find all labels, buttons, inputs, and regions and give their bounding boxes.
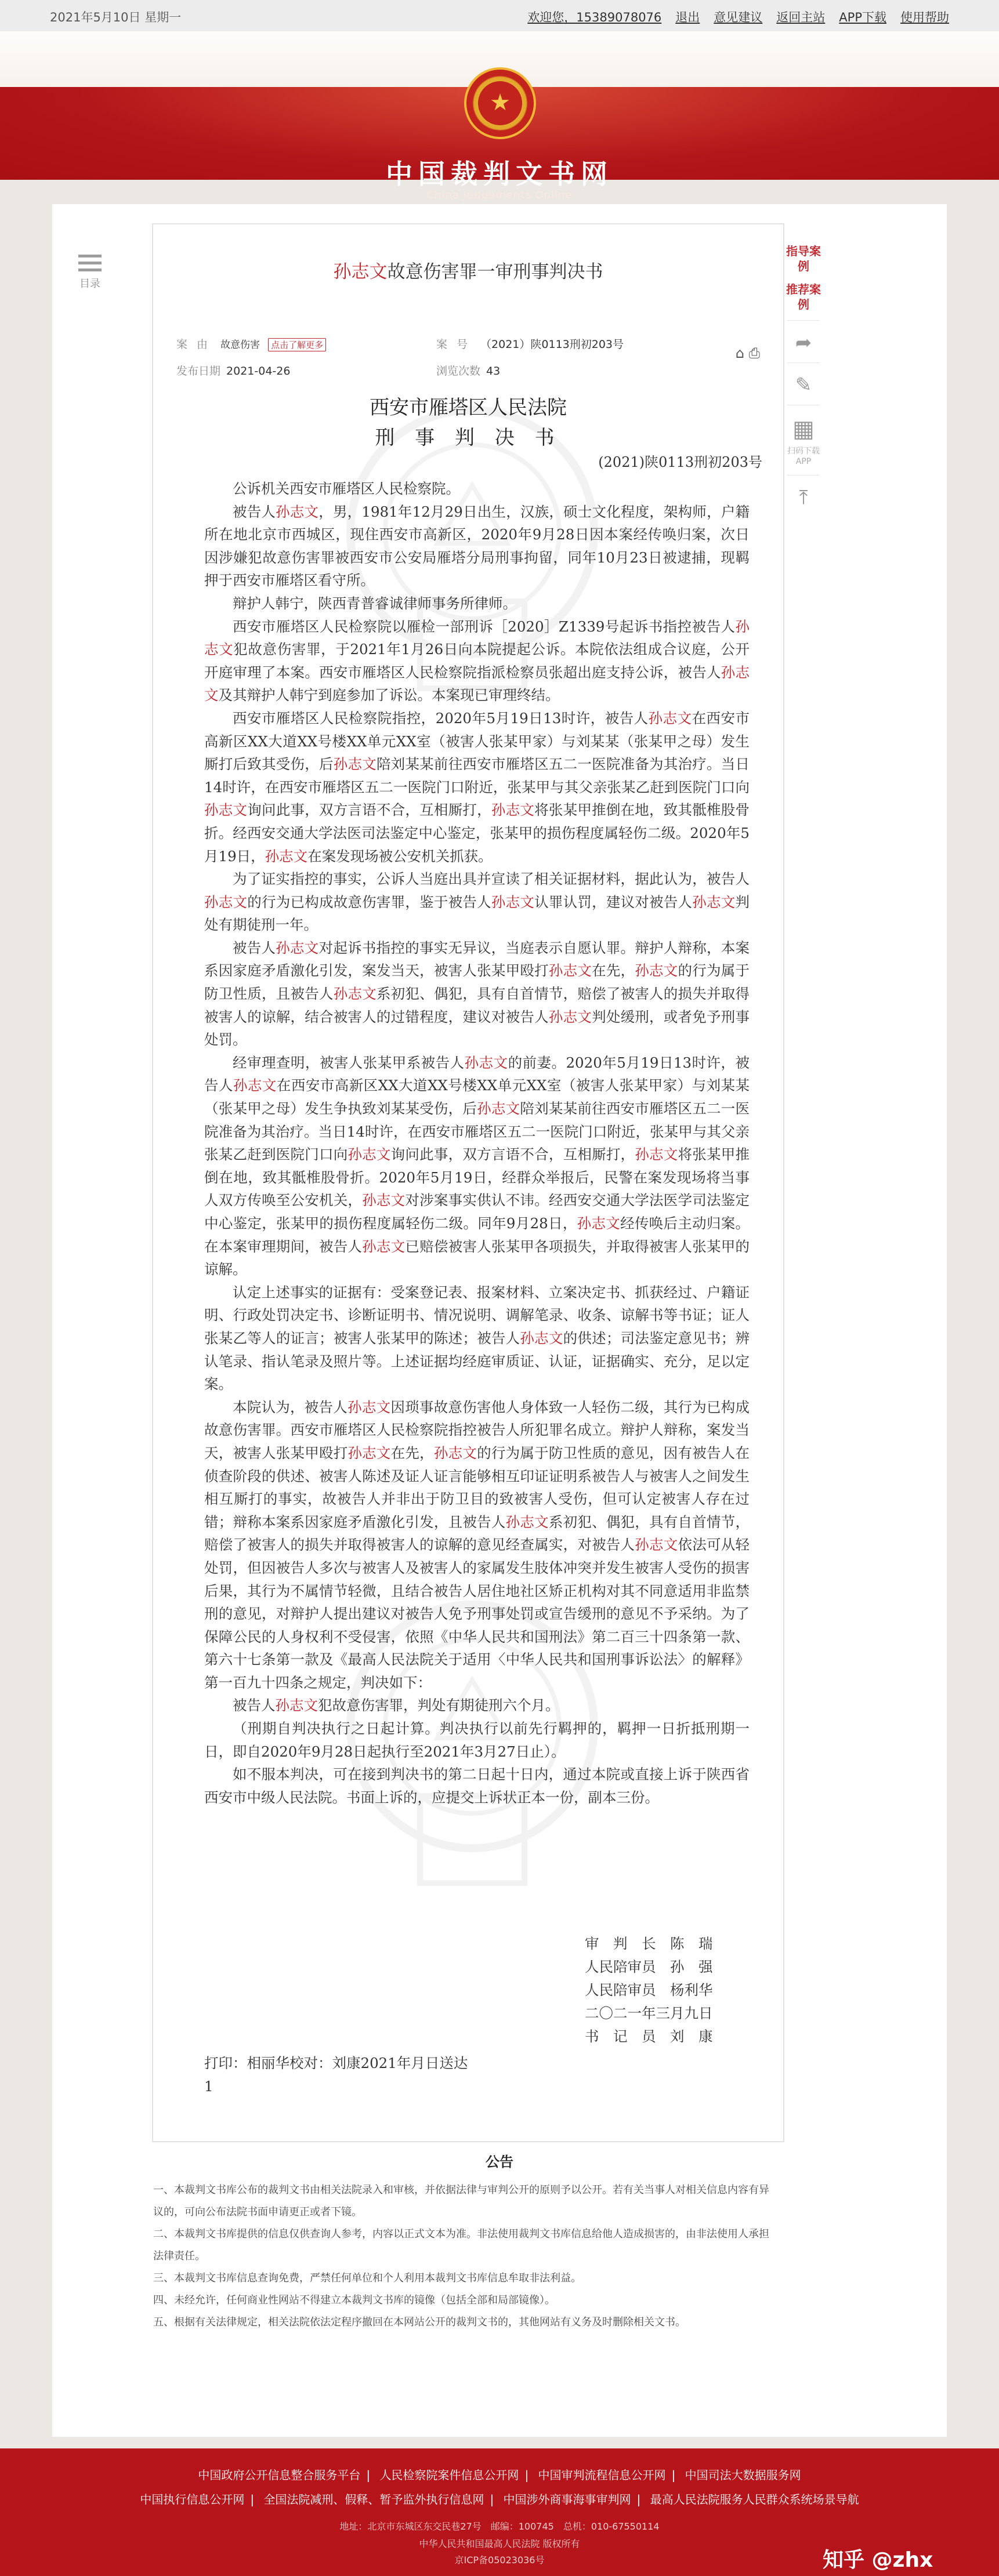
home-link[interactable]: 返回主站 [776,10,826,24]
judgment-body [204,477,750,1809]
paragraph-text: 将张某甲推倒在地，致其骶椎股骨折。2020年5月19日，经群众举报后，民警在案发现场将当事人双方传唤至公安机关， [204,1146,750,1209]
paragraph-text: 在西安市高新区XX大道XX号楼XX单元XX室（被害人张某甲家）与刘某某（张某甲之母）发生厮打后致其受伤，后 [204,709,750,773]
view-count-value: 43 [486,365,501,378]
paragraph-text: 本院认为，被告人 [233,1398,348,1416]
notice-item: 三、本裁判文书库信息查询免费，严禁任何单位和个人利用本裁判文书库信息牟取非法利益。 [153,2272,581,2284]
guiding-cases-link[interactable]: 指导案例 [786,244,821,273]
paragraph-text: 询问此事，双方言语不合，互相厮打， [247,801,491,819]
top-bar [0,0,999,32]
footer-link[interactable]: 人民检察院案件信息公开网 [379,2468,519,2482]
print-note: 打印：相丽华校对：刘康2021年月日送达 [204,2055,468,2071]
judgment-paragraph [204,1396,750,1695]
defendant-name-highlight: 孙志文 [362,1192,406,1209]
paragraph-text: 依法可从轻处罚，但因被告人多次与被害人及被害人的家属发生肢体冲突并发生被害人受伤的损害后果，其行为不属情节轻微，且结合被告人居住地社区矫正机构对其不同意适用非监禁刑的意见，对辩护人提出建议对被告人免予刑事处罚或宣告缓刑的意见不予采纳。为了保障公民的人身权利不受侵害，依照《中华人民共和国刑法》第二百三十四条第一款、第六十七条第一款及《最高人民法院关于适用〈中华人民共和国刑事诉讼法〉的解释》第一百九十四条之规定，判决如下： [204,1536,750,1691]
notice-item: 四、未经允许，任何商业性网站不得建立本裁判文书库的镜像（包括全部和局部镜像）。 [153,2294,555,2306]
notice-item: 一、本裁判文书库公布的裁判文书由相关法院录入和审核，并依据法律与审判公开的原则予以公开。若有关当事人对相关信息内容有异议的，可向公布法院书面申请更正或者下镜。 [153,2184,769,2218]
footer-icp: 京ICP备05023036号 [454,2555,545,2566]
notice-title: 公告 [486,2154,513,2170]
paragraph-text: 西安市雁塔区人民检察院指控，2020年5月19日13时许，被告人 [233,709,649,727]
paragraph-text: 判处缓刑，或者免予刑事处罚。 [204,1008,750,1048]
case-number-heading: (2021)陕0113刑初203号 [598,454,762,470]
defendant-name-highlight: 孙志文 [433,1444,477,1461]
site-header [0,31,999,201]
footer-link[interactable]: 中国执行信息公开网 [140,2492,245,2506]
paragraph-text: 犯故意伤害罪，判处有期徒刑六个月。 [318,1697,560,1714]
paragraph-text: ，男，1981年12月29日出生，汉族，硕士文化程度，架构师，户籍所在地北京市西城区，现住西安市高新区，2020年9月28日因本案经传唤归案，次日因涉嫌犯故意伤害罪被西安市公安局雁塔分局刑事拘留，同年10月23日被逮捕，现羁押于西安市雁塔区看守所。 [204,503,750,589]
recommended-cases-link[interactable]: 推荐案例 [786,282,821,311]
paragraph-text: 的前妻。2020年5月19日13时许，被告人 [204,1054,750,1094]
notice-item: 二、本裁判文书库提供的信息仅供查询人参考，内容以正式文本为准。非法使用裁判文书库信息给他人造成损害的，由非法使用人承担法律责任。 [153,2228,769,2262]
case-cause-value: 故意伤害 [220,339,260,351]
defendant-name-highlight: 孙志文 [204,663,750,704]
defendant-name-highlight: 孙志文 [520,1329,563,1347]
paragraph-text: 的行为属于防卫性质，且被告人 [204,962,750,1003]
judgment-paragraph [204,1051,750,1281]
paragraph-text: 的供述；司法鉴定意见书；辨认笔录、指认笔录及照片等。上述证据均经庭审质证、认证，证据确实、充分，足以定案。 [204,1329,750,1393]
paragraph-text: 被告人 [233,1697,276,1714]
footer-link[interactable]: 中国审判流程信息公开网 [538,2468,666,2482]
learn-more-tag[interactable]: 点击了解更多 [268,338,326,351]
footer-copyright: 中华人民共和国最高人民法院 版权所有 [419,2538,580,2549]
defendant-name-highlight: 孙志文 [233,1077,277,1094]
paragraph-text: （刑期自判决执行之日起计算。判决执行以前先行羁押的，羁押一日折抵刑期一日，即自2020年9月28日起执行至2021年3月27日止）。 [204,1720,750,1760]
help-link[interactable]: 使用帮助 [900,10,949,24]
feedback-link[interactable]: 意见建议 [714,10,763,24]
judgment-paragraph [204,500,750,592]
paragraph-text: 及其辩护人韩宁到庭参加了诉讼。本案现已审理终结。 [218,687,560,704]
table-of-contents-button[interactable] [70,251,110,291]
welcome-user-link[interactable]: 欢迎您，15389078076 [527,10,662,24]
defendant-name-highlight: 孙志文 [265,847,308,865]
footer-link[interactable]: 中国涉外商事海事审判网 [503,2492,631,2506]
defendant-name-highlight: 孙志文 [464,1054,508,1071]
paragraph-text: 经传唤后主动归案。在本案审理期间，被告人 [204,1215,750,1255]
judgment-paragraph [204,1717,750,1763]
defendant-name-highlight: 孙志文 [333,756,377,773]
publish-date-label: 发布日期 [176,365,221,378]
paragraph-text: 辩护人韩宁，陕西青普睿诚律师事务所律师。 [233,594,517,612]
publish-date-value: 2021-04-26 [226,365,291,378]
edit-icon[interactable]: ✎ [795,373,812,397]
paragraph-text: 如不服本判决，可在接到判决书的第二日起十日内，通过本院或直接上诉于陕西省西安市中级人民法院。书面上诉的，应提交上诉状正本一份，副本三份。 [204,1766,750,1806]
judgment-paragraph [204,707,750,868]
footer-link[interactable]: 最高人民法院服务人民群众系统场景导航 [650,2492,859,2506]
view-count-label: 浏览次数 [436,365,481,378]
paragraph-text: 在西安市高新区XX大道XX号楼XX单元XX室（被害人张某甲家）与刘某某（张某甲之母）发生争执致刘某某受伤，后 [204,1077,750,1118]
paragraph-text: 认罪认罚，建议对被告人 [534,893,693,910]
document-type: 刑 事 判 决 书 [375,426,562,449]
share-icon[interactable]: ⌂ [735,345,745,361]
defendant-name-highlight: 孙志文 [635,962,678,979]
paragraph-text: 认定上述事实的证据有：受案登记表、报案材料、立案决定书、抓获经过、户籍证明、行政处罚决定书、诊断证明书、情况说明、调解笔录、收条、谅解书等书证；证人张某乙等人的证言；被害人张某甲的陈述；被告人 [204,1283,750,1347]
app-download-link[interactable]: APP下载 [839,10,886,24]
paragraph-text: 被告人 [233,503,276,520]
defendant-name-highlight: 孙志文 [477,1100,520,1118]
case-cause-label: 案由 [176,338,218,351]
footer-link[interactable]: 全国法院减刑、假释、暂予监外执行信息网 [263,2492,484,2506]
logout-link[interactable]: 退出 [675,10,700,24]
defendant-name-highlight: 孙志文 [692,893,736,910]
paragraph-text: 公诉机关西安市雁塔区人民检察院。 [233,480,460,497]
paragraph-text: 被告人 [233,939,276,956]
paragraph-text: 已赔偿被害人张某甲各项损失，并取得被害人张某甲的谅解。 [204,1238,750,1278]
notice-list [153,2179,779,2334]
defendant-name-highlight: 孙志文 [648,709,692,727]
defendant-name-highlight: 孙志文 [491,801,535,819]
defendant-name-highlight: 孙志文 [276,939,319,956]
document-title-rest: 故意伤害罪一审刑事判决书 [387,262,603,282]
defendant-name-highlight: 孙志文 [204,801,248,819]
court-name: 西安市雁塔区人民法院 [370,396,567,419]
back-to-top-icon[interactable]: ⤒ [799,486,808,509]
signature-juror-2: 人民陪审员 杨利华 [585,1982,713,1998]
paragraph-text: 将张某甲推倒在地，致其骶椎股骨折。经西安交通大学法医司法鉴定中心鉴定，张某甲的损伤程度属轻伤二级。2020年5月19日， [204,801,750,865]
judgment-paragraph [204,592,750,615]
zhihu-watermark: 知乎 @zhx [823,2548,933,2572]
defendant-name-highlight: 孙志文 [276,503,319,520]
court-emblem-icon: ★ [464,67,536,139]
meta-row-1 [176,336,762,351]
paragraph-text: 对涉案事实供认不讳。经西安交通大学法医学司法鉴定中心鉴定，张某甲的损伤程度属轻伤二级。同年9月28日， [204,1192,750,1232]
signature-clerk: 书 记 员 刘 康 [585,2028,713,2045]
meta-row-2 [176,362,762,378]
signature-juror-1: 人民陪审员 孙 强 [585,1958,713,1975]
judgment-paragraph [204,1281,750,1396]
case-number-value: （2021）陕0113刑初203号 [480,338,624,351]
paragraph-text: 询问此事，双方言语不合，互相厮打， [390,1146,635,1163]
defendant-name-highlight: 孙志文 [635,1146,678,1163]
judgment-paragraph [204,477,750,500]
app-download-label: 扫码下载APP [787,447,820,466]
signature-chief-judge: 审 判 长 陈 瑞 [585,1935,713,1952]
defendant-name-highlight: 孙志文 [362,1238,406,1255]
paragraph-text: 为了证实指控的事实，公诉人当庭出具并宣读了相关证据材料，据此认为，被告人 [233,870,750,888]
footer-link[interactable]: 中国司法大数据服务网 [685,2468,801,2482]
current-date: 2021年5月10日 星期一 [50,10,182,24]
document-title [153,257,783,283]
case-number-label: 案号 [436,338,477,351]
print-icon[interactable]: ⎙ [748,345,760,361]
toc-label: 目录 [79,278,100,290]
judgment-paragraph [204,937,750,1051]
defendant-name-highlight: 孙志文 [348,1398,391,1416]
defendant-name-highlight: 孙志文 [548,962,592,979]
notice-item: 五、根据有关法律规定，相关法院依法定程序撤回在本网站公开的裁判文书的，其他网站有义务及时删除相关文书。 [153,2316,686,2328]
paragraph-text: 陪刘某某前往西安市雁塔区五二一医院准备为其治疗。当日14时许，在西安市雁塔区五二一医院门口附近，张某甲与其父亲张某乙赶到医院门口向 [204,1100,750,1163]
judgment-paragraph [204,868,750,937]
defendant-name-highlight: 孙志文 [275,1697,318,1714]
share-arrow-icon[interactable]: ➦ [795,331,812,354]
footer-links-row-1: 中国政府公开信息整合服务平台 | 人民检察院案件信息公开网 | 中国审判流程信息公开网 | 中国司法大数据服务网 [198,2468,801,2482]
judgment-paragraph [204,1694,750,1717]
paragraph-text: 犯故意伤害罪，于2021年1月26日向本院提起公诉。本院依法组成合议庭，公开开庭审理了本案。西安市雁塔区人民检察院指派检察员张超出庭支持公诉，被告人 [204,641,750,681]
paragraph-text: 判处有期徒刑一年。 [204,893,750,934]
qr-code-icon[interactable]: ▦ [792,416,815,442]
paragraph-text: 系初犯、偶犯，具有自首情节，赔偿了被害人的损失并取得被害人的谅解，结合被害人的过错程度，建议对被告人 [204,985,750,1025]
defendant-name-highlight: 孙志文 [548,1008,592,1025]
top-links [527,8,949,26]
paragraph-text: 在案发现场被公安机关抓获。 [307,847,493,865]
paragraph-text: 陪刘某某前往西安市雁塔区五二一医院准备为其治疗。当日14时许，在西安市雁塔区五二一医院门口附近，张某甲与其父亲张某乙赶到医院门口向 [204,756,750,796]
paragraph-text: 西安市雁塔区人民检察院以雁检一部刑诉［2020］Z1339号起诉书指控被告人 [233,618,736,635]
footer-links-row-2: 中国执行信息公开网 | 全国法院减刑、假释、暂予监外执行信息网 | 中国涉外商事海事审判网 | 最高人民法院服务人民群众系统场景导航 [140,2492,859,2506]
defendant-name: 孙志文 [333,262,388,282]
paragraph-text: 的行为已构成故意伤害罪，鉴于被告人 [247,893,491,910]
site-subtitle: China Judgements Online [426,189,573,201]
paragraph-text: 对起诉书指控的事实无异议，当庭表示自愿认罪。辩护人辩称，本案系因家庭矛盾激化引发，案发当天，被害人张某甲殴打 [204,939,750,979]
defendant-name-highlight: 孙志文 [204,893,248,910]
defendant-name-highlight: 孙志文 [348,1444,391,1461]
list-icon [70,255,110,271]
judgment-paragraph [204,615,750,707]
footer-address: 地址：北京市东城区东交民巷27号 邮编：100745 总机：010-67550114 [339,2521,660,2532]
defendant-name-highlight: 孙志文 [333,985,377,1003]
signature-date: 二〇二一年三月九日 [585,2005,713,2022]
site-title[interactable]: 中国裁判文书网 [386,158,613,190]
footer-link[interactable]: 中国政府公开信息整合服务平台 [198,2468,361,2482]
judgment-document [152,223,784,2142]
paragraph-text: 系初犯、偶犯，具有自首情节，赔偿了被害人的损失并取得被害人的谅解的意见经查属实，对被告人 [204,1513,750,1554]
paragraph-text: 因琐事故意伤害他人身体致一人轻伤二级，其行为已构成故意伤害罪。西安市雁塔区人民检察院指控被告人所犯罪名成立。辩护人辩称，案发当天，被害人张某甲殴打 [204,1398,750,1461]
doc-actions [736,345,760,361]
paragraph-text: 的行为属于防卫性质的意见，因有被告人在侦查阶段的供述、被害人陈述及证人证言能够相互印证证明系被告人与被害人之间发生相互厮打的事实，故被告人并非出于防卫目的致被害人受伤，但可认定被害人存在过错；辩称本案系因家庭矛盾激化引发，且被告人 [204,1444,750,1530]
defendant-name-highlight: 孙志文 [577,1215,621,1232]
defendant-name-highlight: 孙志文 [491,893,535,910]
judgment-paragraph [204,1763,750,1809]
defendant-name-highlight: 孙志文 [348,1146,391,1163]
paragraph-text: 在先， [390,1444,434,1461]
page-number: 1 [204,2078,213,2095]
defendant-name-highlight: 孙志文 [505,1513,549,1530]
defendant-name-highlight: 孙志文 [635,1536,678,1554]
defendant-name-highlight: 孙志文 [204,618,750,658]
right-toolbar [783,244,824,513]
paragraph-text: 经审理查明，被害人张某甲系被告人 [233,1054,465,1071]
paragraph-text: 在先， [592,962,635,979]
